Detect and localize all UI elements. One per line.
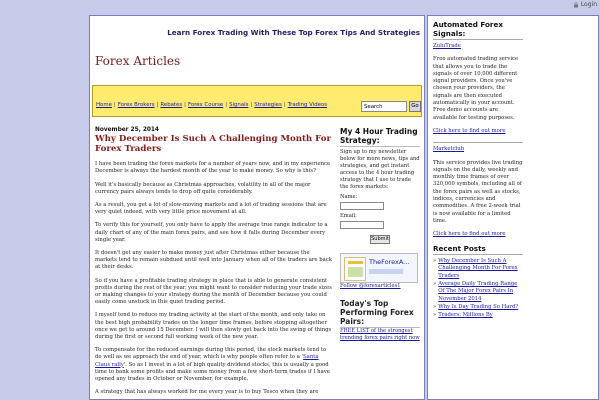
name-label: Name:: [340, 194, 358, 200]
post-article: [95, 127, 332, 400]
strategy-heading: My 4 Hour Trading Strategy:: [340, 127, 420, 147]
bullet-icon: »: [433, 280, 437, 287]
list-item: [433, 304, 523, 311]
santa-claus-rally-link[interactable]: Santa Claus rally: [95, 354, 319, 368]
list-item: [433, 281, 523, 303]
marketclub-link[interactable]: Marketclub: [433, 146, 465, 153]
lock-icon: [573, 2, 579, 8]
nav-separator: |: [184, 102, 186, 108]
post-paragraph: I have been trading the forex markets for a number of years now, and in my experience December is always the hardest month of the year to make money. So why is this?: [95, 161, 331, 175]
search-form: [361, 101, 421, 112]
recent-post-link[interactable]: Traders: Millions By: [438, 312, 493, 319]
outer-sidebar: [427, 15, 599, 400]
twitter-name[interactable]: TheForexA...: [369, 258, 410, 266]
search-input[interactable]: [361, 101, 407, 112]
nav-separator: |: [283, 102, 286, 108]
find-out-more-link[interactable]: Click here to find out more: [433, 231, 506, 238]
nav-links: [96, 102, 327, 108]
free-list-link[interactable]: FREE LIST of the strongest trending forex pairs right now: [340, 328, 420, 341]
twitter-avatar: [344, 257, 366, 281]
recent-post-link[interactable]: Average Daily Trading Range Of The Major Forex Pairs In November 2014: [438, 280, 518, 302]
site-title[interactable]: Forex Articles: [95, 54, 181, 68]
post-paragraph: Well it's basically because as Christmas approaches, volatility in all of the major currency pairs always tends to drop off quite considerably.: [95, 181, 311, 195]
recent-post-link[interactable]: Why Is Day Trading So Hard?: [438, 303, 519, 310]
nav-item-signals[interactable]: Signals: [229, 102, 249, 108]
post-paragraph: So if you have a profitable trading strategy in place that is able to generate consistent profits during the rest of the year, you might want to consider reducing your trade sizes or making changes to your strategy during the month of December because you could easily come unstuck in this quiet trading period.: [95, 277, 332, 306]
post-paragraph: To compensate for the reduced earnings during this period, the stock markets tend to do well as we approach the end of year, which is why people often refer to a 'Santa Claus rally'. So as I invest in a lot of high quality dividend stocks, this is usually a good time to bank some profits and make some money from a few short-term trades if I have opened any trades in October or November, for example.: [95, 347, 330, 383]
submit-button[interactable]: Submit: [371, 236, 389, 242]
nav-item-rebates[interactable]: Rebates: [160, 102, 183, 108]
nav-separator: |: [156, 102, 159, 108]
bullet-icon: »: [433, 303, 437, 310]
nav-item-home[interactable]: Home: [96, 102, 112, 108]
twitter-follow-link[interactable]: Follow @forexarticles1: [340, 283, 401, 289]
find-out-more-link[interactable]: Click here to find out more: [433, 127, 506, 134]
bullet-icon: »: [433, 312, 437, 319]
post-paragraph: It doesn't get any easier to make money just after Christmas either because the markets tend to remain subdued until well into January when all of the traders are back at their desks.: [95, 250, 332, 271]
signals-heading: Automated Forex Signals:: [433, 21, 523, 40]
signup-text: Sign up to my newsletter below for more news, tips and strategies, and get instant access to the 4 hour trading strategy that I use to trade the forex markets:: [340, 149, 420, 190]
email-field[interactable]: [340, 221, 384, 229]
login-link[interactable]: [573, 1, 597, 8]
site-tagline: Learn Forex Trading With These Top Forex Tips And Strategies: [167, 28, 420, 37]
nav-item-strategies[interactable]: Strategies: [254, 102, 282, 108]
list-item: [433, 258, 523, 280]
top-pairs-heading: Today's Top Performing Forex Pairs:: [340, 299, 420, 328]
post-paragraph: A strategy that has always worked for me every year is to buy Tesco when they are: [95, 389, 319, 396]
recent-posts-heading: Recent Posts: [433, 245, 523, 256]
nav-item-forex-course[interactable]: Forex Course: [188, 102, 224, 108]
inner-sidebar: [340, 127, 420, 342]
recent-post-link[interactable]: Why December Is Such A Challenging Month For Forex Traders: [438, 258, 518, 279]
post-paragraph: As a result, you get a lot of slow-moving markets and a lot of trading sessions that are very quiet indeed, with very little price movement at all.: [95, 202, 327, 216]
nav-bar: [92, 85, 422, 117]
zulutrade-link[interactable]: ZuluTrade: [433, 43, 461, 49]
twitter-widget[interactable]: [340, 253, 418, 283]
nav-separator: |: [250, 102, 253, 108]
email-label: Email:: [340, 213, 357, 219]
nav-separator: |: [113, 102, 116, 108]
list-item: [433, 312, 523, 319]
outer-sidebar-content: [433, 21, 523, 320]
post-title[interactable]: Why December Is Such A Challenging Month For Forex Traders: [95, 134, 332, 154]
nav-item-trading-videos[interactable]: Trading Videos: [287, 102, 328, 108]
nav-separator: |: [225, 102, 228, 108]
marketclub-description: This service provides live trading signals on the daily, weekly and monthly time frames of over 320,000 symbols, including all of the forex pairs as well as stocks, indices, currencies and commodities. A free 2-week trial is now available for a limited time.: [433, 159, 523, 224]
zulutrade-description: Free automated trading service that allows you to trade the signals of over 10,000 different signal providers. Once you've chosen your providers, the signals are then executed automatically in your account. Free demo accounts are available for testing purposes.: [433, 56, 519, 121]
nav-item-forex-brokers[interactable]: Forex Brokers: [117, 102, 155, 108]
twitter-subline: [369, 269, 403, 274]
recent-posts-list: [433, 258, 523, 319]
divider: [433, 142, 523, 143]
post-paragraph: I myself tend to reduce my trading activity at the start of the month, and only take on the best high probability trades on the longer time frames, before stopping altogether once we get to around 15 December. I will then slowly get back into the swing of things during the first or second full working week of the new year.: [95, 312, 332, 341]
bullet-icon: »: [433, 258, 437, 265]
post-date: November 25, 2014: [95, 127, 159, 133]
admin-bar: [0, 0, 600, 11]
login-label: Login: [580, 1, 597, 8]
name-field[interactable]: [340, 202, 384, 210]
search-go-button[interactable]: Go: [409, 101, 421, 112]
main-container: [89, 15, 425, 400]
post-paragraph: To verify this for yourself, you only have to apply the average true range indicator to a daily chart of any of the main forex pairs, and see how it falls during December every single year.: [95, 222, 328, 243]
